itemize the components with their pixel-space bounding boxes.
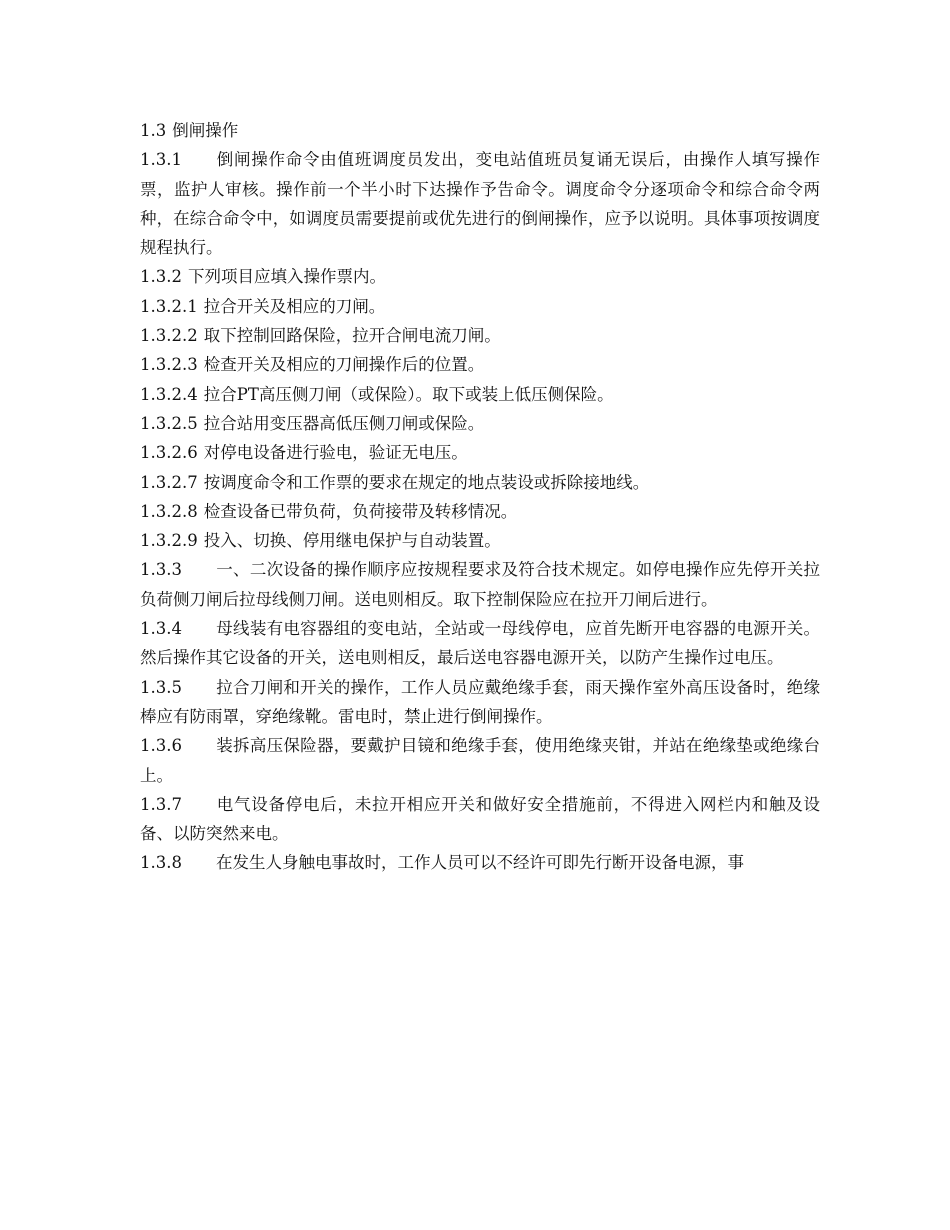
item-text: 取下控制回路保险，拉开合闸电流刀闸。 <box>203 326 501 346</box>
item-number: 1.3.2.2 <box>140 326 198 346</box>
clause-number: 1.3.1 <box>140 150 182 170</box>
clause-text: 下列项目应填入操作票内。 <box>187 267 386 287</box>
item-text: 投入、切换、停用继电保护与自动装置。 <box>203 531 501 551</box>
clause-1-3-3 <box>140 555 820 614</box>
clause-number: 1.3.2 <box>140 267 182 287</box>
clause-number: 1.3.5 <box>140 677 182 697</box>
clause-1-3-7 <box>140 790 820 849</box>
clause-1-3-1 <box>140 145 820 262</box>
item-number: 1.3.2.4 <box>140 384 198 404</box>
clause-number: 1.3.3 <box>140 560 182 580</box>
item-number: 1.3.2.1 <box>140 296 198 316</box>
list-item <box>140 350 820 379</box>
clause-1-3-6 <box>140 731 820 790</box>
item-text: 检查设备已带负荷，负荷接带及转移情况。 <box>203 501 518 521</box>
item-text: 拉合PT高压侧刀闸（或保险）。取下或装上低压侧保险。 <box>203 384 614 404</box>
item-text: 检查开关及相应的刀闸操作后的位置。 <box>203 355 485 375</box>
item-number: 1.3.2.3 <box>140 355 198 375</box>
item-text: 按调度命令和工作票的要求在规定的地点装设或拆除接地线。 <box>203 472 650 492</box>
section-number: 1.3 <box>140 121 167 140</box>
clause-text: 母线装有电容器组的变电站，全站或一母线停电，应首先断开电容器的电源开关。然后操作其它设备的开关，送电则相反，最后送电容器电源开关，以防产生操作过电压。 <box>140 619 820 668</box>
clause-1-3-8 <box>140 848 820 877</box>
list-item <box>140 497 820 526</box>
item-number: 1.3.2.9 <box>140 531 198 551</box>
clause-text: 装拆高压保险器，要戴护目镜和绝缘手套，使用绝缘夹钳，并站在绝缘垫或绝缘台上。 <box>140 736 820 785</box>
clause-1-3-4 <box>140 614 820 673</box>
clause-number: 1.3.7 <box>140 794 182 814</box>
list-item <box>140 292 820 321</box>
section-title: 倒闸操作 <box>172 121 239 140</box>
clause-number: 1.3.6 <box>140 736 182 756</box>
list-item <box>140 321 820 350</box>
list-item <box>140 380 820 409</box>
item-text: 拉合开关及相应的刀闸。 <box>203 296 386 316</box>
clause-number: 1.3.4 <box>140 619 182 639</box>
list-item <box>140 438 820 467</box>
document-page <box>140 116 820 878</box>
clause-text: 电气设备停电后，未拉开相应开关和做好安全措施前，不得进入网栏内和触及设备、以防突然来电。 <box>140 794 820 844</box>
clause-text: 倒闸操作命令由值班调度员发出，变电站值班员复诵无误后，由操作人填写操作票，监护人审核。操作前一个半小时下达操作予告命令。调度命令分逐项命令和综合命令两种，在综合命令中，如调度员需要提前或优先进行的倒闸操作，应予以说明。具体事项按调度规程执行。 <box>140 150 820 258</box>
clause-text: 一、二次设备的操作顺序应按规程要求及符合技术规定。如停电操作应先停开关拉负荷侧刀闸后拉母线侧刀闸。送电则相反。取下控制保险应在拉开刀闸后进行。 <box>140 560 820 609</box>
item-number: 1.3.2.7 <box>140 472 198 492</box>
clause-1-3-2 <box>140 262 820 291</box>
list-item <box>140 409 820 438</box>
item-text: 对停电设备进行验电，验证无电压。 <box>203 443 468 463</box>
clause-text: 拉合刀闸和开关的操作，工作人员应戴绝缘手套，雨天操作室外高压设备时，绝缘棒应有防雨罩，穿绝缘靴。雷电时，禁止进行倒闸操作。 <box>140 677 820 726</box>
item-number: 1.3.2.5 <box>140 413 198 433</box>
list-item <box>140 526 820 555</box>
item-number: 1.3.2.6 <box>140 443 198 463</box>
clause-text: 在发生人身触电事故时，工作人员可以不经许可即先行断开设备电源，事 <box>216 853 744 873</box>
clause-1-3-5 <box>140 673 820 732</box>
list-item <box>140 468 820 497</box>
section-heading <box>140 116 820 145</box>
clause-number: 1.3.8 <box>140 853 182 873</box>
item-text: 拉合站用变压器高低压侧刀闸或保险。 <box>203 413 485 433</box>
item-number: 1.3.2.8 <box>140 501 198 521</box>
